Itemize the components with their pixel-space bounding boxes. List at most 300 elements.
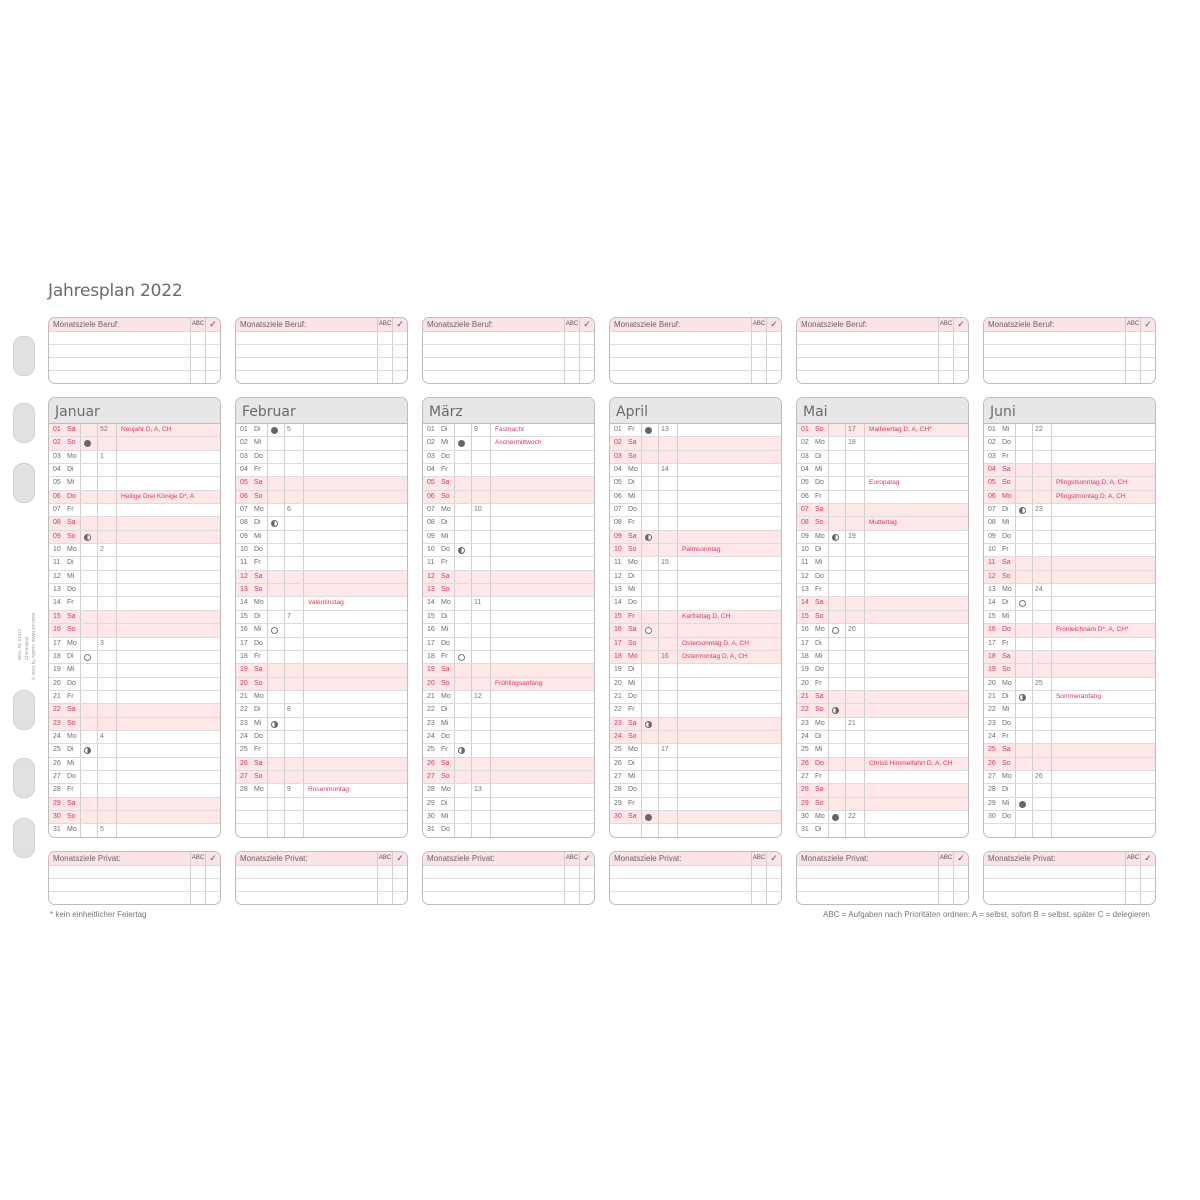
day-row[interactable] bbox=[610, 611, 781, 624]
day-row[interactable] bbox=[797, 691, 968, 704]
day-row[interactable] bbox=[984, 691, 1155, 704]
day-row[interactable] bbox=[236, 704, 407, 717]
day-number: 25 bbox=[614, 746, 622, 754]
day-row[interactable] bbox=[984, 704, 1155, 717]
day-number: 12 bbox=[801, 572, 809, 580]
day-row[interactable] bbox=[423, 557, 594, 570]
day-row[interactable] bbox=[610, 504, 781, 517]
goal-entry-row[interactable] bbox=[49, 371, 220, 383]
weekday: So bbox=[441, 492, 450, 500]
day-number: 18 bbox=[53, 652, 61, 660]
day-row[interactable] bbox=[49, 437, 220, 450]
day-row[interactable] bbox=[984, 731, 1155, 744]
holiday-note bbox=[1051, 611, 1155, 623]
day-row[interactable] bbox=[236, 824, 407, 837]
weekday: So bbox=[628, 639, 637, 647]
weekday: Sa bbox=[628, 812, 637, 820]
moon-cell bbox=[267, 531, 284, 543]
day-row[interactable] bbox=[49, 744, 220, 757]
day-row[interactable] bbox=[797, 824, 968, 837]
goal-entry-row[interactable] bbox=[49, 358, 220, 371]
goal-entry-row[interactable] bbox=[610, 358, 781, 371]
goals-box bbox=[609, 851, 782, 905]
day-row[interactable] bbox=[423, 504, 594, 517]
day-row[interactable] bbox=[423, 424, 594, 437]
week-number bbox=[846, 571, 862, 583]
holiday-note bbox=[1051, 451, 1155, 463]
day-row[interactable] bbox=[984, 451, 1155, 464]
day-row[interactable] bbox=[423, 744, 594, 757]
goal-entry-row[interactable] bbox=[236, 866, 407, 879]
day-row[interactable] bbox=[797, 557, 968, 570]
goal-entry-row[interactable] bbox=[797, 345, 968, 358]
day-row[interactable] bbox=[423, 758, 594, 771]
goal-entry-row[interactable] bbox=[423, 879, 594, 892]
day-row[interactable] bbox=[797, 504, 968, 517]
day-row[interactable] bbox=[423, 624, 594, 637]
holiday-note bbox=[303, 557, 407, 569]
day-number: 30 bbox=[53, 812, 61, 820]
day-number: 08 bbox=[240, 519, 248, 527]
day-row[interactable] bbox=[236, 571, 407, 584]
holiday-note bbox=[303, 477, 407, 489]
day-row[interactable] bbox=[49, 704, 220, 717]
day-row[interactable] bbox=[236, 744, 407, 757]
day-row[interactable] bbox=[423, 597, 594, 610]
day-row[interactable] bbox=[984, 798, 1155, 811]
day-row[interactable] bbox=[797, 451, 968, 464]
day-row[interactable] bbox=[610, 798, 781, 811]
goal-entry-row[interactable] bbox=[236, 332, 407, 345]
day-row[interactable] bbox=[49, 824, 220, 837]
weekday: Di bbox=[815, 826, 822, 834]
day-row[interactable] bbox=[423, 784, 594, 797]
day-row[interactable] bbox=[797, 744, 968, 757]
goal-entry-row[interactable] bbox=[797, 866, 968, 879]
day-row[interactable] bbox=[49, 477, 220, 490]
day-row[interactable] bbox=[423, 704, 594, 717]
day-row[interactable] bbox=[610, 784, 781, 797]
day-row[interactable] bbox=[423, 437, 594, 450]
goal-entry-row[interactable] bbox=[610, 866, 781, 879]
day-row[interactable] bbox=[610, 424, 781, 437]
day-row[interactable] bbox=[797, 704, 968, 717]
day-row[interactable] bbox=[236, 544, 407, 557]
day-row[interactable] bbox=[610, 758, 781, 771]
day-row[interactable] bbox=[610, 651, 781, 664]
day-row[interactable] bbox=[984, 744, 1155, 757]
goal-entry-row[interactable] bbox=[610, 879, 781, 892]
day-row[interactable] bbox=[797, 611, 968, 624]
day-number: 26 bbox=[427, 759, 435, 767]
day-row[interactable] bbox=[984, 824, 1155, 837]
day-row[interactable] bbox=[49, 624, 220, 637]
goal-entry-row[interactable] bbox=[236, 358, 407, 371]
day-row[interactable] bbox=[49, 517, 220, 530]
day-row[interactable] bbox=[797, 731, 968, 744]
day-row[interactable] bbox=[49, 597, 220, 610]
day-number: 18 bbox=[240, 652, 248, 660]
day-row[interactable] bbox=[984, 584, 1155, 597]
moon-cell bbox=[80, 744, 97, 756]
day-row[interactable] bbox=[236, 798, 407, 811]
day-row[interactable] bbox=[797, 491, 968, 504]
day-row[interactable] bbox=[797, 678, 968, 691]
goal-entry-row[interactable] bbox=[49, 879, 220, 892]
goal-entry-row[interactable] bbox=[797, 892, 968, 904]
day-row[interactable] bbox=[797, 798, 968, 811]
day-row[interactable] bbox=[797, 477, 968, 490]
abc-priority-header: ABC bbox=[751, 852, 766, 865]
weekday: So bbox=[1002, 666, 1011, 674]
day-row[interactable] bbox=[423, 451, 594, 464]
day-row[interactable] bbox=[610, 557, 781, 570]
goal-entry-row[interactable] bbox=[423, 892, 594, 904]
weekday: Mi bbox=[254, 719, 262, 727]
week-number bbox=[472, 464, 488, 476]
goal-entry-row[interactable] bbox=[610, 332, 781, 345]
day-row[interactable] bbox=[797, 584, 968, 597]
day-number: 01 bbox=[988, 426, 996, 433]
day-row[interactable] bbox=[423, 477, 594, 490]
day-number: 25 bbox=[427, 746, 435, 754]
day-row[interactable] bbox=[49, 557, 220, 570]
moon-phase-icon bbox=[84, 747, 91, 754]
day-row[interactable] bbox=[797, 651, 968, 664]
day-row[interactable] bbox=[984, 531, 1155, 544]
day-row[interactable] bbox=[984, 424, 1155, 437]
moon-cell bbox=[641, 571, 658, 583]
day-row[interactable] bbox=[797, 571, 968, 584]
weekday: Mo bbox=[628, 652, 638, 660]
goal-entry-row[interactable] bbox=[797, 371, 968, 383]
day-row[interactable] bbox=[797, 424, 968, 437]
day-row[interactable] bbox=[610, 638, 781, 651]
day-row[interactable] bbox=[984, 624, 1155, 637]
day-row[interactable] bbox=[49, 504, 220, 517]
week-number bbox=[472, 477, 488, 489]
day-row[interactable] bbox=[610, 517, 781, 530]
day-row[interactable] bbox=[423, 464, 594, 477]
day-row[interactable] bbox=[49, 651, 220, 664]
day-row[interactable] bbox=[610, 451, 781, 464]
weekday: So bbox=[254, 679, 263, 687]
day-row[interactable] bbox=[984, 571, 1155, 584]
goal-entry-row[interactable] bbox=[49, 892, 220, 904]
day-row[interactable] bbox=[423, 584, 594, 597]
day-row[interactable] bbox=[423, 531, 594, 544]
week-number: 16 bbox=[661, 652, 669, 660]
holiday-note bbox=[490, 464, 594, 476]
day-row[interactable] bbox=[423, 664, 594, 677]
footnote-left: * kein einheitlicher Feiertag bbox=[50, 910, 147, 919]
day-row[interactable] bbox=[610, 744, 781, 757]
day-row[interactable] bbox=[423, 517, 594, 530]
day-row[interactable] bbox=[423, 651, 594, 664]
day-row[interactable] bbox=[610, 824, 781, 837]
day-number: 05 bbox=[240, 479, 248, 487]
day-row[interactable] bbox=[236, 758, 407, 771]
day-row[interactable] bbox=[984, 611, 1155, 624]
day-row[interactable] bbox=[49, 811, 220, 824]
day-row[interactable] bbox=[236, 517, 407, 530]
goal-entry-row[interactable] bbox=[423, 332, 594, 345]
holiday-note bbox=[1051, 731, 1155, 743]
day-row[interactable] bbox=[984, 784, 1155, 797]
weekday bbox=[1002, 824, 1015, 837]
day-row[interactable] bbox=[984, 771, 1155, 784]
day-row[interactable] bbox=[236, 811, 407, 824]
day-row[interactable] bbox=[423, 544, 594, 557]
day-row[interactable] bbox=[49, 451, 220, 464]
day-row[interactable] bbox=[236, 584, 407, 597]
day-row[interactable] bbox=[236, 464, 407, 477]
day-row[interactable] bbox=[610, 464, 781, 477]
day-row[interactable] bbox=[236, 504, 407, 517]
day-row[interactable] bbox=[984, 651, 1155, 664]
moon-cell bbox=[828, 771, 845, 783]
goals-label: Monatsziele Privat: bbox=[53, 854, 121, 863]
weekday: Mo bbox=[815, 439, 825, 447]
day-row[interactable] bbox=[236, 718, 407, 731]
day-row[interactable] bbox=[610, 691, 781, 704]
goal-entry-row[interactable] bbox=[49, 332, 220, 345]
moon-phase-icon bbox=[832, 814, 839, 821]
day-number: 23 bbox=[427, 719, 435, 727]
goal-entry-row[interactable] bbox=[984, 892, 1155, 904]
day-row[interactable] bbox=[49, 691, 220, 704]
day-row[interactable] bbox=[49, 571, 220, 584]
day-row[interactable] bbox=[610, 437, 781, 450]
day-row[interactable] bbox=[610, 771, 781, 784]
day-row[interactable] bbox=[610, 531, 781, 544]
day-row[interactable] bbox=[236, 771, 407, 784]
day-row[interactable] bbox=[49, 731, 220, 744]
day-row[interactable] bbox=[423, 824, 594, 837]
weekday: Mo bbox=[254, 599, 264, 607]
day-row[interactable] bbox=[49, 771, 220, 784]
day-row[interactable] bbox=[49, 424, 220, 437]
day-row[interactable] bbox=[984, 464, 1155, 477]
day-row[interactable] bbox=[236, 597, 407, 610]
moon-cell bbox=[454, 731, 471, 743]
moon-cell bbox=[641, 691, 658, 703]
goal-entry-row[interactable] bbox=[797, 332, 968, 345]
day-row[interactable] bbox=[423, 571, 594, 584]
day-row[interactable] bbox=[984, 678, 1155, 691]
day-row[interactable] bbox=[423, 798, 594, 811]
day-row[interactable] bbox=[423, 638, 594, 651]
day-row[interactable] bbox=[610, 624, 781, 637]
day-row[interactable] bbox=[49, 678, 220, 691]
goal-entry-row[interactable] bbox=[423, 371, 594, 383]
day-row[interactable] bbox=[984, 517, 1155, 530]
day-number: 09 bbox=[988, 532, 996, 540]
weekday: Mo bbox=[628, 746, 638, 754]
day-row[interactable] bbox=[797, 624, 968, 637]
week-number bbox=[1033, 811, 1049, 823]
day-row[interactable] bbox=[984, 491, 1155, 504]
day-row[interactable] bbox=[984, 811, 1155, 824]
day-row[interactable] bbox=[984, 758, 1155, 771]
day-row[interactable] bbox=[984, 544, 1155, 557]
goal-entry-row[interactable] bbox=[610, 371, 781, 383]
day-row[interactable] bbox=[236, 424, 407, 437]
day-row[interactable] bbox=[797, 437, 968, 450]
weekday: Mo bbox=[1002, 772, 1012, 780]
day-row[interactable] bbox=[49, 718, 220, 731]
day-row[interactable] bbox=[610, 678, 781, 691]
day-row[interactable] bbox=[797, 784, 968, 797]
weekday: Fr bbox=[628, 426, 635, 433]
goal-entry-row[interactable] bbox=[984, 345, 1155, 358]
day-row[interactable] bbox=[797, 771, 968, 784]
holiday-note bbox=[303, 517, 407, 529]
day-row[interactable] bbox=[49, 611, 220, 624]
day-row[interactable] bbox=[984, 477, 1155, 490]
day-row[interactable] bbox=[236, 611, 407, 624]
goal-entry-row[interactable] bbox=[797, 879, 968, 892]
day-row[interactable] bbox=[49, 531, 220, 544]
day-row[interactable] bbox=[423, 678, 594, 691]
week-number bbox=[472, 544, 488, 556]
day-row[interactable] bbox=[49, 758, 220, 771]
day-row[interactable] bbox=[610, 571, 781, 584]
day-row[interactable] bbox=[610, 477, 781, 490]
moon-cell bbox=[641, 504, 658, 516]
day-row[interactable] bbox=[984, 437, 1155, 450]
day-row[interactable] bbox=[610, 718, 781, 731]
week-number bbox=[98, 477, 114, 489]
day-row[interactable] bbox=[236, 624, 407, 637]
day-number: 23 bbox=[53, 719, 61, 727]
goal-entry-row[interactable] bbox=[984, 371, 1155, 383]
goal-entry-row[interactable] bbox=[49, 345, 220, 358]
week-number bbox=[472, 744, 488, 756]
day-row[interactable] bbox=[236, 451, 407, 464]
holiday-note bbox=[490, 771, 594, 783]
day-row[interactable] bbox=[49, 664, 220, 677]
day-row[interactable] bbox=[423, 718, 594, 731]
day-row[interactable] bbox=[236, 691, 407, 704]
week-number bbox=[472, 437, 488, 449]
day-row[interactable] bbox=[797, 758, 968, 771]
day-row[interactable] bbox=[797, 597, 968, 610]
goal-entry-row[interactable] bbox=[49, 866, 220, 879]
goal-entry-row[interactable] bbox=[610, 345, 781, 358]
day-row[interactable] bbox=[423, 811, 594, 824]
day-row[interactable] bbox=[610, 544, 781, 557]
day-row[interactable] bbox=[236, 491, 407, 504]
goal-entry-row[interactable] bbox=[984, 879, 1155, 892]
goal-entry-row[interactable] bbox=[236, 345, 407, 358]
goal-entry-row[interactable] bbox=[423, 866, 594, 879]
week-number bbox=[98, 464, 114, 476]
day-number: 08 bbox=[427, 519, 435, 527]
week-number bbox=[1033, 544, 1049, 556]
goal-entry-row[interactable] bbox=[236, 892, 407, 904]
day-row[interactable] bbox=[423, 691, 594, 704]
week-number bbox=[1033, 477, 1049, 489]
day-row[interactable] bbox=[49, 491, 220, 504]
goal-entry-row[interactable] bbox=[423, 345, 594, 358]
day-row[interactable] bbox=[984, 638, 1155, 651]
week-number bbox=[1033, 798, 1049, 810]
day-row[interactable] bbox=[797, 544, 968, 557]
day-row[interactable] bbox=[236, 678, 407, 691]
day-row[interactable] bbox=[797, 638, 968, 651]
goal-entry-row[interactable] bbox=[236, 879, 407, 892]
day-row[interactable] bbox=[49, 638, 220, 651]
day-row[interactable] bbox=[423, 491, 594, 504]
goal-entry-row[interactable] bbox=[984, 358, 1155, 371]
day-row[interactable] bbox=[236, 731, 407, 744]
day-row[interactable] bbox=[49, 544, 220, 557]
day-row[interactable] bbox=[49, 798, 220, 811]
day-row[interactable] bbox=[610, 491, 781, 504]
day-row[interactable] bbox=[236, 531, 407, 544]
day-row[interactable] bbox=[610, 731, 781, 744]
day-row[interactable] bbox=[49, 584, 220, 597]
day-row[interactable] bbox=[984, 664, 1155, 677]
day-row[interactable] bbox=[984, 718, 1155, 731]
day-row[interactable] bbox=[49, 784, 220, 797]
day-row[interactable] bbox=[236, 638, 407, 651]
week-number bbox=[659, 758, 675, 770]
day-row[interactable] bbox=[797, 464, 968, 477]
day-row[interactable] bbox=[49, 464, 220, 477]
day-row[interactable] bbox=[236, 651, 407, 664]
day-row[interactable] bbox=[984, 504, 1155, 517]
moon-cell bbox=[828, 571, 845, 583]
day-row[interactable] bbox=[236, 437, 407, 450]
day-row[interactable] bbox=[797, 664, 968, 677]
goal-entry-row[interactable] bbox=[610, 892, 781, 904]
day-row[interactable] bbox=[236, 477, 407, 490]
goal-entry-row[interactable] bbox=[984, 866, 1155, 879]
day-number: 05 bbox=[988, 479, 996, 487]
day-row[interactable] bbox=[423, 771, 594, 784]
day-row[interactable] bbox=[236, 664, 407, 677]
day-row[interactable] bbox=[610, 811, 781, 824]
week-number bbox=[846, 664, 862, 676]
week-number bbox=[659, 571, 675, 583]
day-row[interactable] bbox=[236, 557, 407, 570]
day-row[interactable] bbox=[423, 731, 594, 744]
goal-entry-row[interactable] bbox=[984, 332, 1155, 345]
day-row[interactable] bbox=[610, 704, 781, 717]
day-number: 14 bbox=[801, 599, 809, 607]
day-number: 23 bbox=[801, 719, 809, 727]
day-row[interactable] bbox=[984, 557, 1155, 570]
day-row[interactable] bbox=[797, 811, 968, 824]
day-row[interactable] bbox=[797, 531, 968, 544]
goal-entry-row[interactable] bbox=[797, 358, 968, 371]
goal-entry-row[interactable] bbox=[423, 358, 594, 371]
day-row[interactable] bbox=[236, 784, 407, 797]
day-row[interactable] bbox=[797, 517, 968, 530]
day-row[interactable] bbox=[984, 597, 1155, 610]
goal-entry-row[interactable] bbox=[236, 371, 407, 383]
moon-cell bbox=[641, 557, 658, 569]
day-row[interactable] bbox=[610, 597, 781, 610]
day-row[interactable] bbox=[610, 584, 781, 597]
day-number bbox=[984, 824, 1002, 837]
week-number: 52 bbox=[100, 426, 108, 433]
day-row[interactable] bbox=[797, 718, 968, 731]
day-row[interactable] bbox=[610, 664, 781, 677]
day-row[interactable] bbox=[423, 611, 594, 624]
